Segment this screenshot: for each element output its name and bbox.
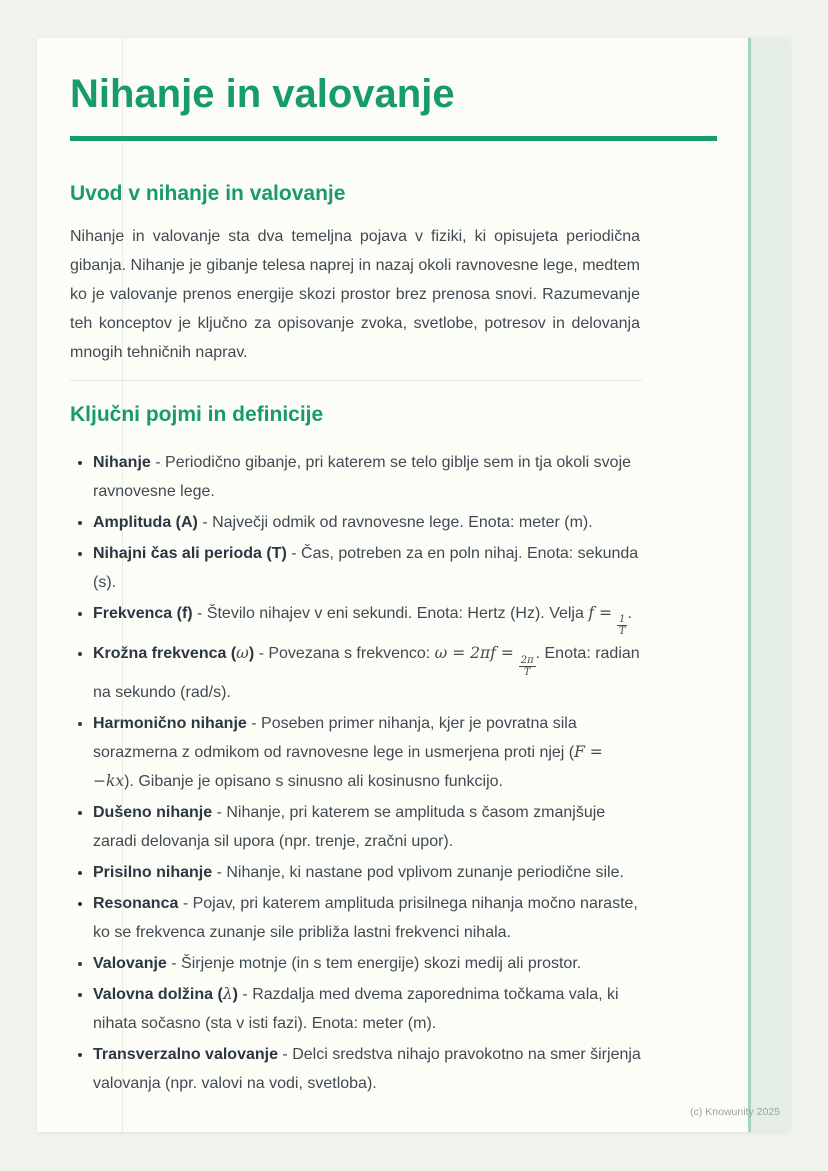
section-heading-intro: Uvod v nihanje in valovanje (70, 182, 346, 205)
math-text: ω = 2πf = (434, 644, 519, 663)
definition-text: - Največji odmik od ravnovesne lege. Enota: meter (m). (197, 513, 593, 531)
term-text: ) (248, 645, 255, 663)
definition-text: - Nihanje, pri katerem se amplituda s časom zmanjšuje zaradi delovanja sil upora (npr. trenje, zračni upor). (93, 804, 606, 851)
term-text: Harmonično nihanje (93, 715, 247, 733)
math-fraction: $\frac{1}{T}$ (618, 613, 626, 638)
definition-text: - Širjenje motnje (in s tem energije) skozi medij ali prostor. (166, 955, 582, 973)
intro-paragraph: Nihanje in valovanje sta dva temeljna pojava v fiziki, ki opisujeta periodična gibanja. Nihanje je gibanje telesa naprej in nazaj okoli ravnovesne lege, medtem ko je valovanje prenos energije skozi prostor brez prenosa snovi. Razumevanje teh konceptov je ključno za opisovanje zvoka, svetlobe, potresov in delovanja mnogih tehničnih naprav. (70, 228, 640, 362)
math-text: ω (236, 644, 249, 663)
definition-item (93, 858, 645, 887)
document-page (37, 38, 790, 1132)
term-text: Valovanje (93, 955, 167, 973)
term-text: Frekvenca (f) (93, 604, 193, 622)
term-text: Amplituda (A) (93, 513, 198, 531)
document-title: Nihanje in valovanje (70, 72, 455, 116)
definition-text: - Poseben primer nihanja, kjer je povratna sila sorazmerna z odmikom od ravnovesne lege in usmerjena proti njej ( (93, 715, 577, 762)
definition-text: - Povezana s frekvenco: (254, 645, 435, 663)
term-text: ) (232, 986, 238, 1004)
math-text: f = (588, 603, 617, 622)
definition-text: . (627, 604, 632, 622)
math-fraction: $\frac{2\pi}{T}$ (520, 654, 534, 679)
term-text: Nihanje (93, 453, 151, 471)
definition-item (93, 889, 645, 947)
definition-item (93, 448, 645, 506)
title-underline (70, 136, 717, 141)
definition-text: - Razdalja med dvema zaporednima točkama vala, ki nihata sočasno (sta v isti fazi). Enota: meter (m). (93, 986, 619, 1033)
term-text: Dušeno nihanje (93, 804, 213, 822)
definition-item (93, 639, 645, 707)
definition-item (93, 949, 645, 978)
definition-text: ). Gibanje je opisano s sinusno ali kosinusno funkcijo. (124, 773, 504, 791)
term-text: Prisilno nihanje (93, 864, 213, 882)
definition-item (93, 539, 645, 597)
definition-item (93, 980, 645, 1038)
definition-text: - Nihanje, ki nastane pod vplivom zunanje periodične sile. (212, 864, 624, 882)
definition-text: - Število nihajev v eni sekundi. Enota: Hertz (Hz). Velja (192, 604, 589, 622)
definitions-list (70, 448, 645, 1099)
definition-text: - Delci sredstva nihajo pravokotno na smer širjenja valovanja (npr. valovi na vodi, svetloba). (93, 1046, 641, 1093)
definition-text: - Periodično gibanje, pri katerem se telo giblje sem in tja okoli svoje ravnovesne lege. (93, 453, 632, 500)
definition-item (93, 599, 645, 638)
definition-item (93, 508, 645, 537)
page-content (70, 38, 718, 1100)
definition-text: - Čas, potreben za en poln nihaj. Enota: sekunda (s). (93, 544, 639, 591)
definition-text: . Enota: radian na sekundo (rad/s). (93, 645, 640, 702)
definition-item (93, 798, 645, 856)
definition-item (93, 1040, 645, 1098)
term-text: Krožna frekvenca ( (93, 645, 237, 663)
term-text: Transverzalno valovanje (93, 1046, 278, 1064)
term-text: Nihajni čas ali perioda (T) (93, 544, 287, 562)
term-text: Valovna dolžina ( (93, 986, 223, 1004)
math-text: F = −kx (93, 743, 603, 791)
section-divider (70, 380, 642, 381)
definition-item (93, 709, 645, 796)
definition-text: - Pojav, pri katerem amplituda prisilnega nihanja močno naraste, ko se frekvenca zunanje sile približa lastni frekvenci nihala. (93, 895, 638, 942)
section-heading-definitions: Ključni pojmi in definicije (70, 403, 324, 427)
math-text: λ (222, 985, 233, 1004)
copyright-notice: (c) Knowunity 2025 (690, 1106, 780, 1118)
term-text: Resonanca (93, 895, 179, 913)
page-edge-stripe (748, 38, 790, 1132)
